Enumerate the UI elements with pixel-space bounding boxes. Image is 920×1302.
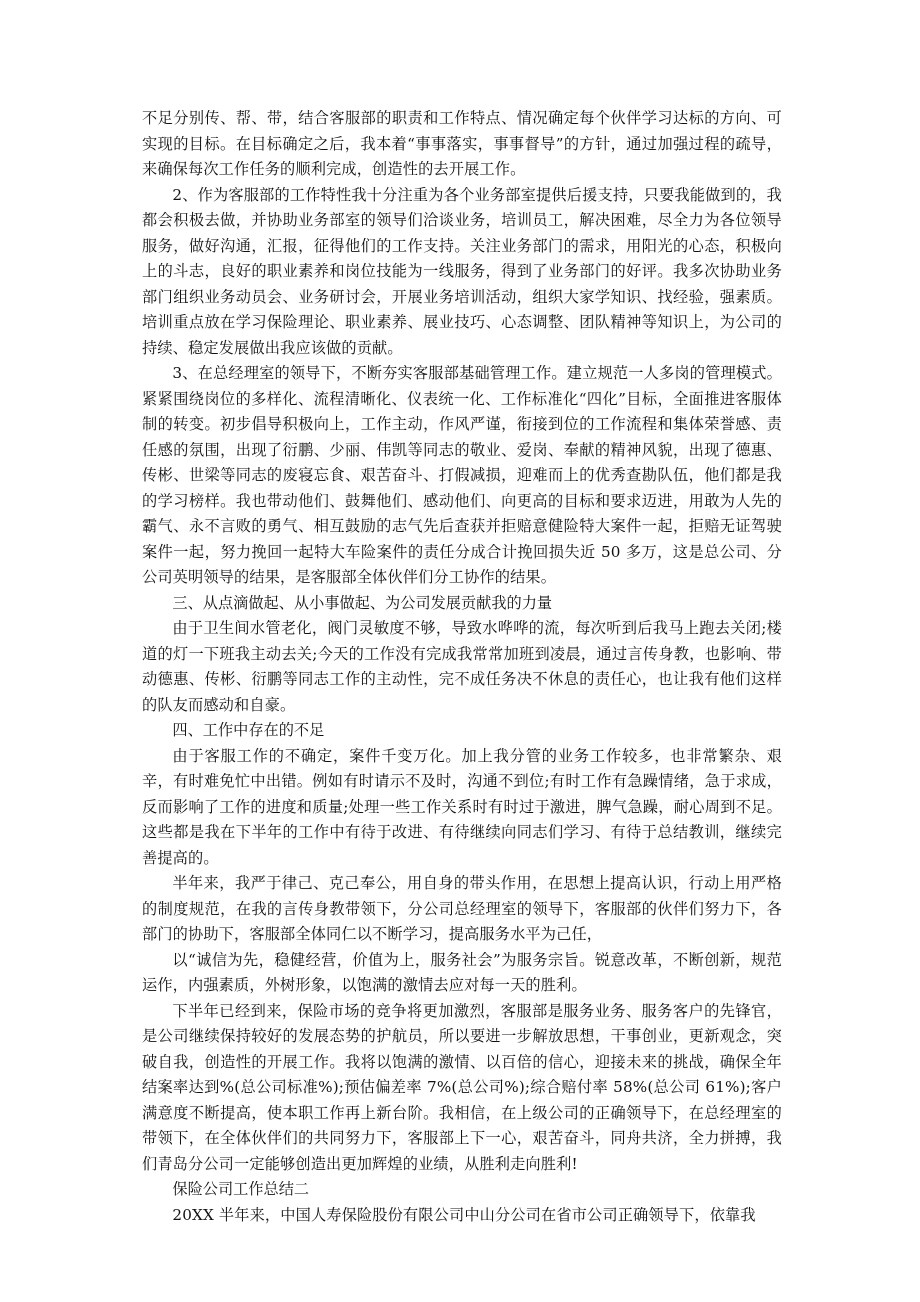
paragraph-service-motto: 以“诚信为先，稳健经营，价值为上，服务社会”为服务宗旨。锐意改革，不断创新，规范运作，内强素质，外树形象，以饱满的激情去应对每一天的胜利。 bbox=[142, 950, 782, 994]
paragraph-section-3: 由于卫生间水管老化，阀门灵敏度不够，导致水哗哗的流，每次听到后我马上跑去关闭;楼道的灯一下班我主动去关;今天的工作没有完成我常常加班到凌晨，通过言传身教，也影响、带动德惠、传彬、衍鹏等同志工作的主动性，完不成任务决不休息的责任心，也让我有他们这样的队友而感动和自豪。 bbox=[142, 619, 782, 714]
section-heading-4: 四、工作中存在的不足 bbox=[172, 721, 325, 739]
section-heading-3: 三、从点滴做起、从小事做起、为公司发展贡献我的力量 bbox=[172, 593, 553, 612]
document-title-2: 保险公司工作总结二 bbox=[172, 1180, 310, 1198]
paragraph-summary-2-intro: 20XX 半年来，中国人寿保险股份有限公司中山分公司在省市公司正确领导下，依靠我 bbox=[172, 1205, 756, 1224]
paragraph-item-2: 2、作为客服部的工作特性我十分注重为各个业务部室提供后援支持，只要我能做到的，我都会积极去做，并协助业务部室的领导们洽谈业务，培训员工，解决困难，尽全力为各位领导服务，做好沟通，汇报，征得他们的工作支持。关注业务部门的需求，用阳光的心态，积极向上的斗志，良好的职业素养和岗位技能为一线服务，得到了业务部门的好评。我多次协助业务部门组织业务动员会、业务研讨会，开展业务培训活动，组织大家学知识、找经验，强素质。培训重点放在学习保险理论、职业素养、展业技巧、心态调整、团队精神等知识上，为公司的持续、稳定发展做出我应该做的贡献。 bbox=[142, 185, 782, 357]
paragraph-shortcomings: 由于客服工作的不确定，案件千变万化。加上我分管的业务工作较多，也非常繁杂、艰辛，有时难免忙中出错。例如有时请示不及时，沟通不到位;有时工作有急躁情绪，急于求成，反而影响了工作的进度和质量;处理一些工作关系时有时过于激进，脾气急躁，耐心周到不足。这些都是我在下半年的工作中有待于改进、有待继续向同志们学习、有待于总结教训，继续完善提高的。 bbox=[142, 746, 782, 867]
document-body bbox=[142, 106, 782, 1228]
paragraph-half-year: 半年来，我严于律己、克己奉公，用自身的带头作用，在思想上提高认识，行动上用严格的制度规范，在我的言传身教带领下，分公司总经理室的领导下，客服部的伙伴们努力下，各部门的协助下，客服部全体同仁以不断学习，提高服务水平为己任， bbox=[142, 874, 782, 943]
paragraph-continuation: 不足分别传、帮、带，结合客服部的职责和工作特点、情况确定每个伙伴学习达标的方向、可实现的目标。在目标确定之后，我本着“事事落实，事事督导”的方针，通过加强过程的疏导，来确保每次工作任务的顺利完成，创造性的去开展工作。 bbox=[142, 109, 782, 178]
paragraph-second-half: 下半年已经到来，保险市场的竞争将更加激烈，客服部是服务业务、服务客户的先锋官，是公司继续保持较好的发展态势的护航员，所以要进一步解放思想，干事创业，更新观念，突破自我，创造性的开展工作。我将以饱满的激情、以百倍的信心，迎接未来的挑战，确保全年结案率达到%(总公司标准%);预估偏差率 7%(总公司%);综合赔付率 58%(总公司 61%);客户满意度不断提高，使本职工作再上新台阶。我相信，在上级公司的正确领导下，在总经理室的带领下，在全体伙伴们的共同努力下，客服部上下一心，艰苦奋斗，同舟共济，全力拼搏，我们青岛分公司一定能够创造出更加辉煌的业绩，从胜利走向胜利! bbox=[142, 1001, 782, 1173]
paragraph-item-3: 3、在总经理室的领导下，不断夯实客服部基础管理工作。建立规范一人多岗的管理模式。紧紧围绕岗位的多样化、流程清晰化、仪表统一化、工作标准化“四化”目标，全面推进客服体制的转变。初步倡导积极向上，工作主动，作风严谨，衔接到位的工作流程和集体荣誉感、责任感的氛围，出现了衍鹏、少丽、伟凯等同志的敬业、爱岗、奉献的精神风貌，出现了德惠、传彬、世梁等同志的废寝忘食、艰苦奋斗、打假减损，迎难而上的优秀查勘队伍，他们都是我的学习榜样。我也带动他们、鼓舞他们、感动他们、向更高的目标和要求迈进，用敢为人先的霸气、永不言败的勇气、相互鼓励的志气先后查获并拒赔意健险特大案件一起，拒赔无证驾驶案件一起，努力挽回一起特大车险案件的责任分成合计挽回损失近 50 多万，这是总公司、分公司英明领导的结果，是客服部全体伙伴们分工协作的结果。 bbox=[142, 364, 782, 586]
